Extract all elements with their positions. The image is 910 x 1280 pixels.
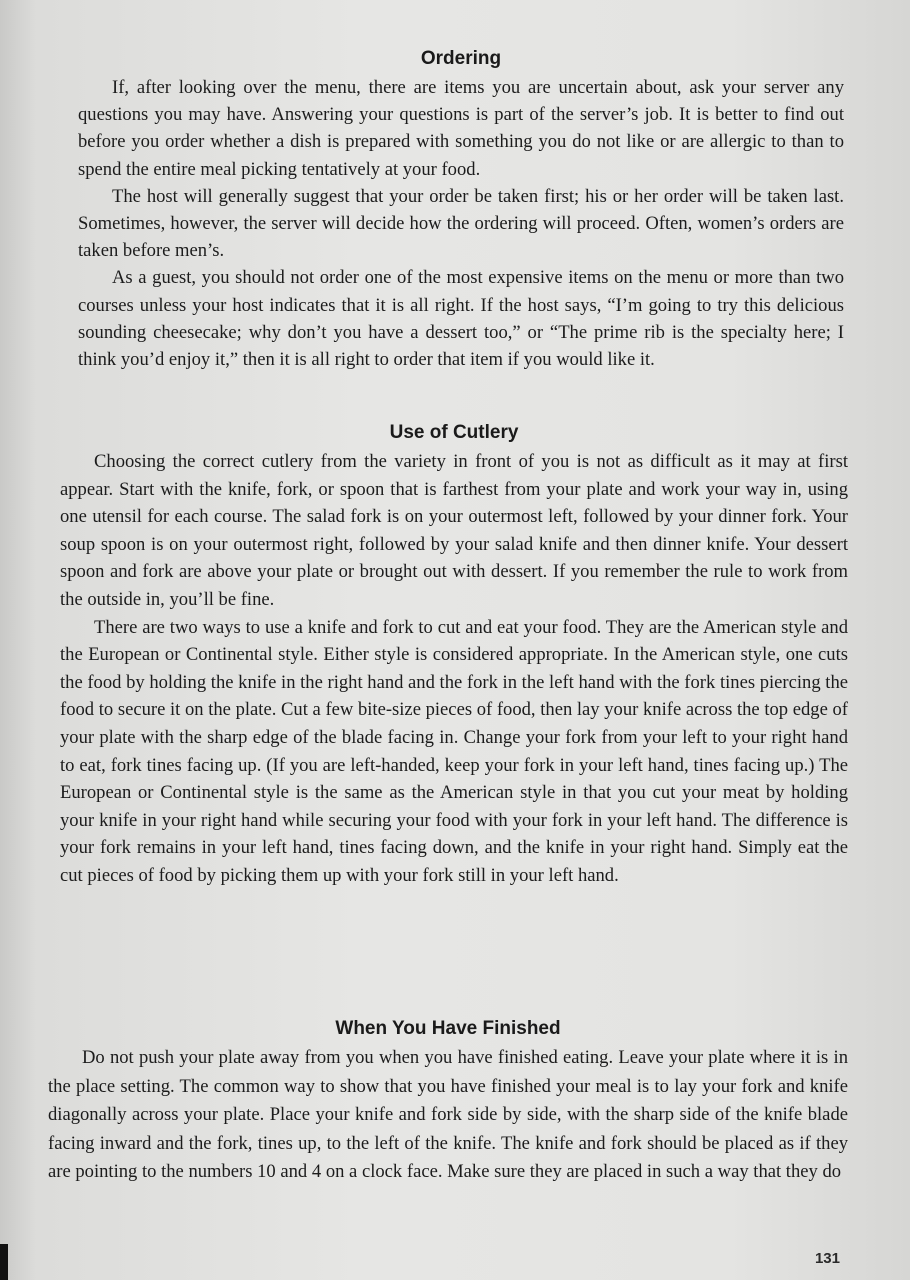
section-when-you-have-finished [48,1018,848,1187]
section-heading-ordering: Ordering [420,48,502,69]
section-heading-use-of-cutlery: Use of Cutlery [389,422,519,443]
paragraph: Choosing the correct cutlery from the variety in front of you is not as difficult as it may at first appear. Start with the knife, fork, or spoon that is farthest from your plate and work your way in, using one utensil for each course. The salad fork is on your outermost left, followed by your dinner fork. Your soup spoon is on your outermost right, followed by your salad knife and then dinner knife. Your dessert spoon and fork are above your plate or brought out with dessert. If you remember the rule to work from the outside in, you’ll be fine. [60,451,848,610]
paragraph: The host will generally suggest that your order be taken first; his or her order will be taken last. Sometimes, however, the server will decide how the ordering will proceed. Often, women’s orders are taken before men’s. [78,185,844,262]
paragraph: Do not push your plate away from you when you have finished eating. Leave your plate where it is in the place setting. The common way to show that you have finished your meal is to lay your fork and knife diagonally across your plate. Place your knife and fork side by side, with the sharp side of the knife blade facing inward and the fork, tines up, to the left of the knife. The knife and fork should be placed as if they are pointing to the numbers 10 and 4 on a clock face. Make sure they are placed in such a way that they do [48,1047,848,1183]
section-heading-when-you-have-finished: When You Have Finished [335,1018,561,1039]
page-number: 131 [814,1250,840,1267]
paragraph: There are two ways to use a knife and fork to cut and eat your food. They are the American style and the European or Continental style. Either style is considered appropriate. In the American style, one cuts the food by holding the knife in the right hand and the fork in the left hand with the fork tines piercing the food to secure it on the plate. Cut a few bite-size pieces of food, then lay your knife across the top edge of your plate with the sharp edge of the blade facing in. Change your fork from your left to your right hand to eat, fork tines facing up. (If you are left-handed, keep your fork in your left hand, tines facing up.) The European or Continental style is the same as the American style in that you cut your meat by holding your knife in your right hand while securing your food with your fork in your left hand. The difference is your fork remains in your left hand, tines facing down, and the knife in your right hand. Simply eat the cut pieces of food by picking them up with your fork still in your left hand. [60,616,848,886]
paragraph: As a guest, you should not order one of the most expensive items on the menu or more than two courses unless your host indicates that it is all right. If the host says, “I’m going to try this delicious sounding cheesecake; why don’t you have a dessert too,” or “The prime rib is the specialty here; I think you’d enjoy it,” then it is all right to order that item if you would like it. [78,267,844,371]
page-corner-shadow [0,1244,8,1280]
paragraph: If, after looking over the menu, there are items you are uncertain about, ask your server any questions you may have. Answering your questions is part of the server’s job. It is better to find out before you order whether a dish is prepared with something you do not like or are allergic to than to spend the entire meal picking tentatively at your food. [78,77,844,180]
section-use-of-cutlery [60,422,848,890]
section-ordering [78,48,844,373]
